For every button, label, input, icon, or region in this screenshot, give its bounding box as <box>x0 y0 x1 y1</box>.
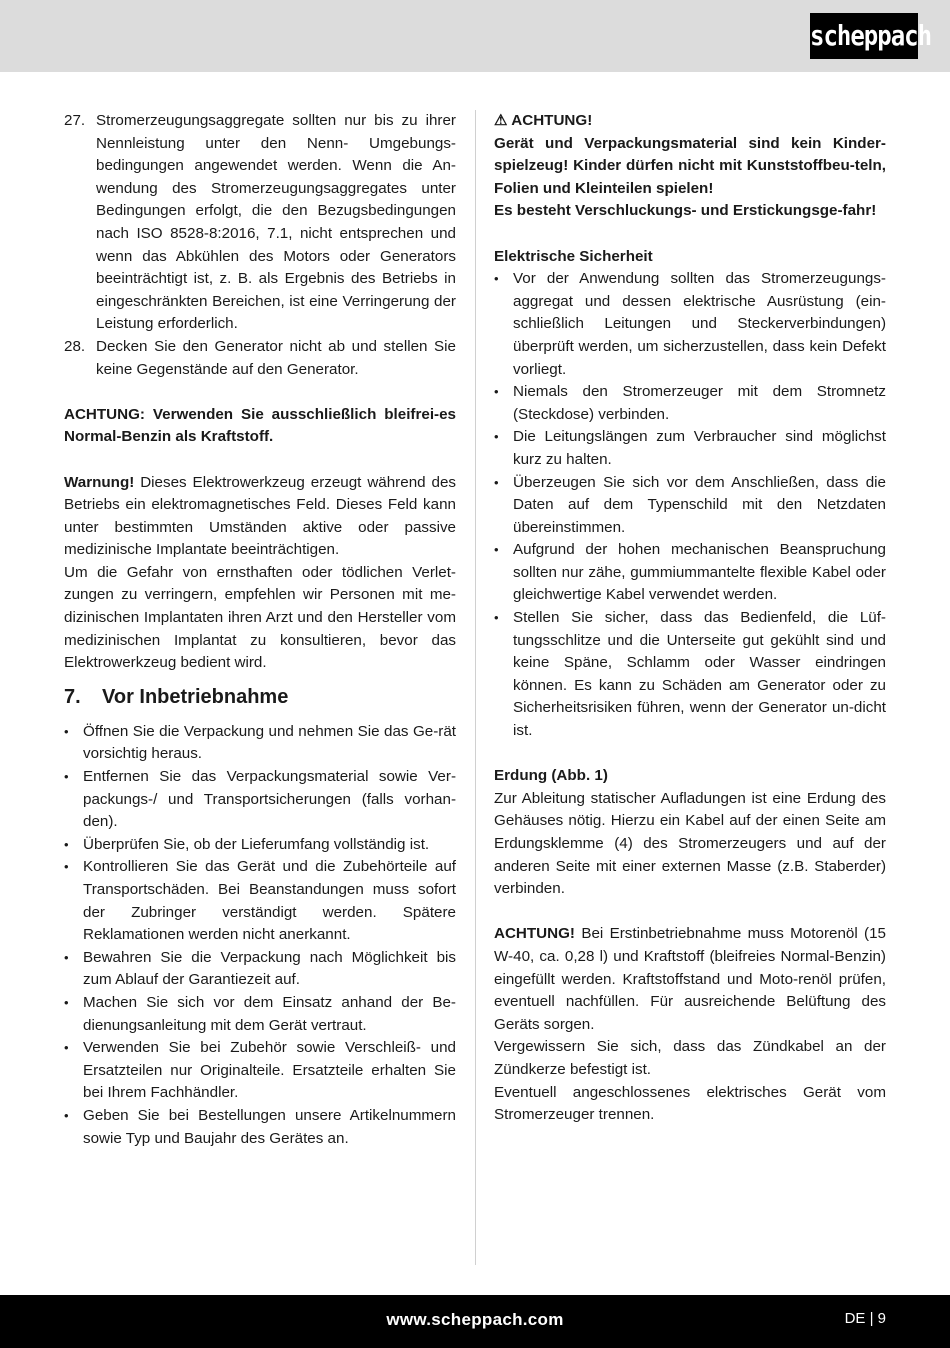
list-item: • Überprüfen Sie, ob der Lieferumfang vollständig ist. <box>64 834 456 857</box>
choking-warning: Es besteht Verschluckungs- und Erstickungsge-fahr! <box>494 202 877 220</box>
list-item: • Geben Sie bei Bestellungen unsere Artikelnummern sowie Typ und Baujahr des Gerätes an. <box>64 1105 456 1150</box>
warning-triangle-icon: ⚠ <box>494 112 512 129</box>
list-item: • Vor der Anwendung sollten das Stromerzeugungs-aggregat und dessen elektrische Ausrüstung (ein-schließlich Leitungen und Steckerverbindungen) überprüft werden, um sicherzustellen, dass kein Defekt vorliegt. <box>494 268 886 381</box>
oil-warning-label: ACHTUNG! <box>494 925 575 943</box>
earthing-text: Zur Ableitung statischer Aufladungen ist eine Erdung des Gehäuses nötig. Hierzu ein Kabel auf der einen Seite am Erdungsklemme (4) des Stromerzeugers und auf der anderen Seite mit einer externen Masse (z.B. Staberder) verbinden. <box>494 789 886 898</box>
item-number: 28. <box>64 337 86 355</box>
list-item: • Niemals den Stromerzeuger mit dem Stromnetz (Steckdose) verbinden. <box>494 381 886 426</box>
emf-warning <box>64 472 456 562</box>
page-footer <box>0 1295 950 1348</box>
list-item: • Machen Sie sich vor dem Einsatz anhand der Be-dienungsanleitung mit dem Gerät vertraut. <box>64 992 456 1037</box>
list-item: • Kontrollieren Sie das Gerät und die Zubehörteile auf Transportschäden. Bei Beanstandungen muss sofort der Zubringer verständigt werden. Spätere Reklamationen werden nicht anerkannt. <box>64 856 456 946</box>
section-number: 7. <box>64 685 81 708</box>
list-item: • Öffnen Sie die Verpackung und nehmen Sie das Ge-rät vorsichtig heraus. <box>64 721 456 766</box>
preparation-list <box>64 721 456 1150</box>
oil-warning-text: Bei Erstinbetriebnahme muss Motorenöl (15 W-40, ca. 0,28 l) und Kraftstoff (bleifreies Normal-Benzin) eingefüllt werden. Kraftstoffstand und Moto-renöl prüfen, eventuell nachfüllen. Für ausreichende Belüftung des Geräts sorgen. <box>494 925 886 1033</box>
electric-safety-title: Elektrische Sicherheit <box>494 247 653 265</box>
spark-plug-text: Vergewissern Sie sich, dass das Zündkabel an der Zündkerze befestigt ist. <box>494 1038 886 1078</box>
column-divider <box>475 110 476 1265</box>
implant-text: Um die Gefahr von ernsthaften oder tödlichen Verlet-zungen zu verringern, empfehlen wir Personen mit me-dizinischen Implantaten ihren Arzt und den Hersteller vom medizinischen Implantat zu konsultieren, bevor das Elektrowerkzeug bedient wird. <box>64 563 456 672</box>
item-number: 27. <box>64 112 86 129</box>
list-item: • Entfernen Sie das Verpackungsmaterial sowie Ver-packungs-/ und Transportsicherungen (falls vorhan-den). <box>64 766 456 834</box>
language-code: DE <box>844 1310 866 1327</box>
section-heading <box>64 675 456 721</box>
page-number-value: 9 <box>877 1310 886 1327</box>
list-item: • Stellen Sie sicher, dass das Bedienfeld, die Lüf-tungsschlitze und die Unterseite gut gekühlt sind und keine Späne, Schlamm oder Wasser eindringen können. Es kann zu Schäden am Generator oder zu Sicherheitsrisiken führen, wenn der Generator un-dicht ist. <box>494 607 886 743</box>
warning-label: Warnung! <box>64 473 135 491</box>
warning-text: Dieses Elektrowerkzeug erzeugt während des Betriebs ein elektromagnetisches Feld. Dieses Feld kann unter bestimmten Umständen aktive oder passive medizinische Implantate beeinträchtigen. <box>64 473 456 559</box>
item-text: Decken Sie den Generator nicht ab und stellen Sie keine Gegenstände auf den Generator. <box>96 337 456 378</box>
list-item: • Bewahren Sie die Verpackung nach Möglichkeit bis zum Ablauf der Garantiezeit auf. <box>64 947 456 992</box>
achtung-title: ACHTUNG! <box>511 112 593 129</box>
item-text: Stromerzeugungsaggregate sollten nur bis zu ihrer Nennleistung unter den Nenn- Umgebungs-bedingungen angewendet werden. Wenn die An-wendung des Stromerzeugungsaggregates unter Bedingungen erfolgt, die den Bezugsbedingungen nach ISO 8528-8:2016, 7.1, nicht entsprechen und wenn das Abkühlen des Motors oder Generators beeinträchtigt ist, z. B. als Ergebnis des Betriebs in eingeschränkten Bereichen, ist eine Verringerung der Leistung erforderlich. <box>96 112 456 333</box>
list-item <box>64 110 456 336</box>
electric-safety-list <box>494 268 886 742</box>
fuel-warning: ACHTUNG: Verwenden Sie ausschließlich bleifrei-es Normal-Benzin als Kraftstoff. <box>64 405 456 446</box>
list-item: • Verwenden Sie bei Zubehör sowie Verschleiß- und Ersatzteilen nur Originalteile. Ersatzteile erhalten Sie bei Ihrem Fachhändler. <box>64 1037 456 1105</box>
scheppach-logo: scheppach <box>810 13 918 59</box>
section-title: Vor Inbetriebnahme <box>102 685 289 708</box>
earthing-title: Erdung (Abb. 1) <box>494 767 608 785</box>
list-item: • Aufgrund der hohen mechanischen Beanspruchung sollten nur zähe, gummiummantelte flexible Kabel oder gleichwertige Kabel verwendet werden. <box>494 539 886 607</box>
left-column <box>64 110 456 1150</box>
right-column <box>494 110 886 1127</box>
disconnect-text: Eventuell angeschlossenes elektrisches Gerät vom Stromerzeuger trennen. <box>494 1083 886 1124</box>
oil-warning <box>494 923 886 1036</box>
list-item <box>64 336 456 381</box>
achtung-heading <box>494 110 886 133</box>
list-item: • Überzeugen Sie sich vor dem Anschließen, dass die Daten auf dem Typenschild mit den Netzdaten übereinstimmen. <box>494 472 886 540</box>
page-header <box>0 0 950 72</box>
achtung-text: Gerät und Verpackungsmaterial sind kein Kinder-spielzeug! Kinder dürfen nicht mit Kunststoffbeu-teln, Folien und Kleinteilen spielen! <box>494 134 886 197</box>
safety-numbered-list <box>64 110 456 381</box>
page-number: DE | 9 <box>844 1310 886 1327</box>
list-item: • Die Leitungslängen zum Verbraucher sind möglichst kurz zu halten. <box>494 426 886 471</box>
website-url: www.scheppach.com <box>386 1310 564 1329</box>
